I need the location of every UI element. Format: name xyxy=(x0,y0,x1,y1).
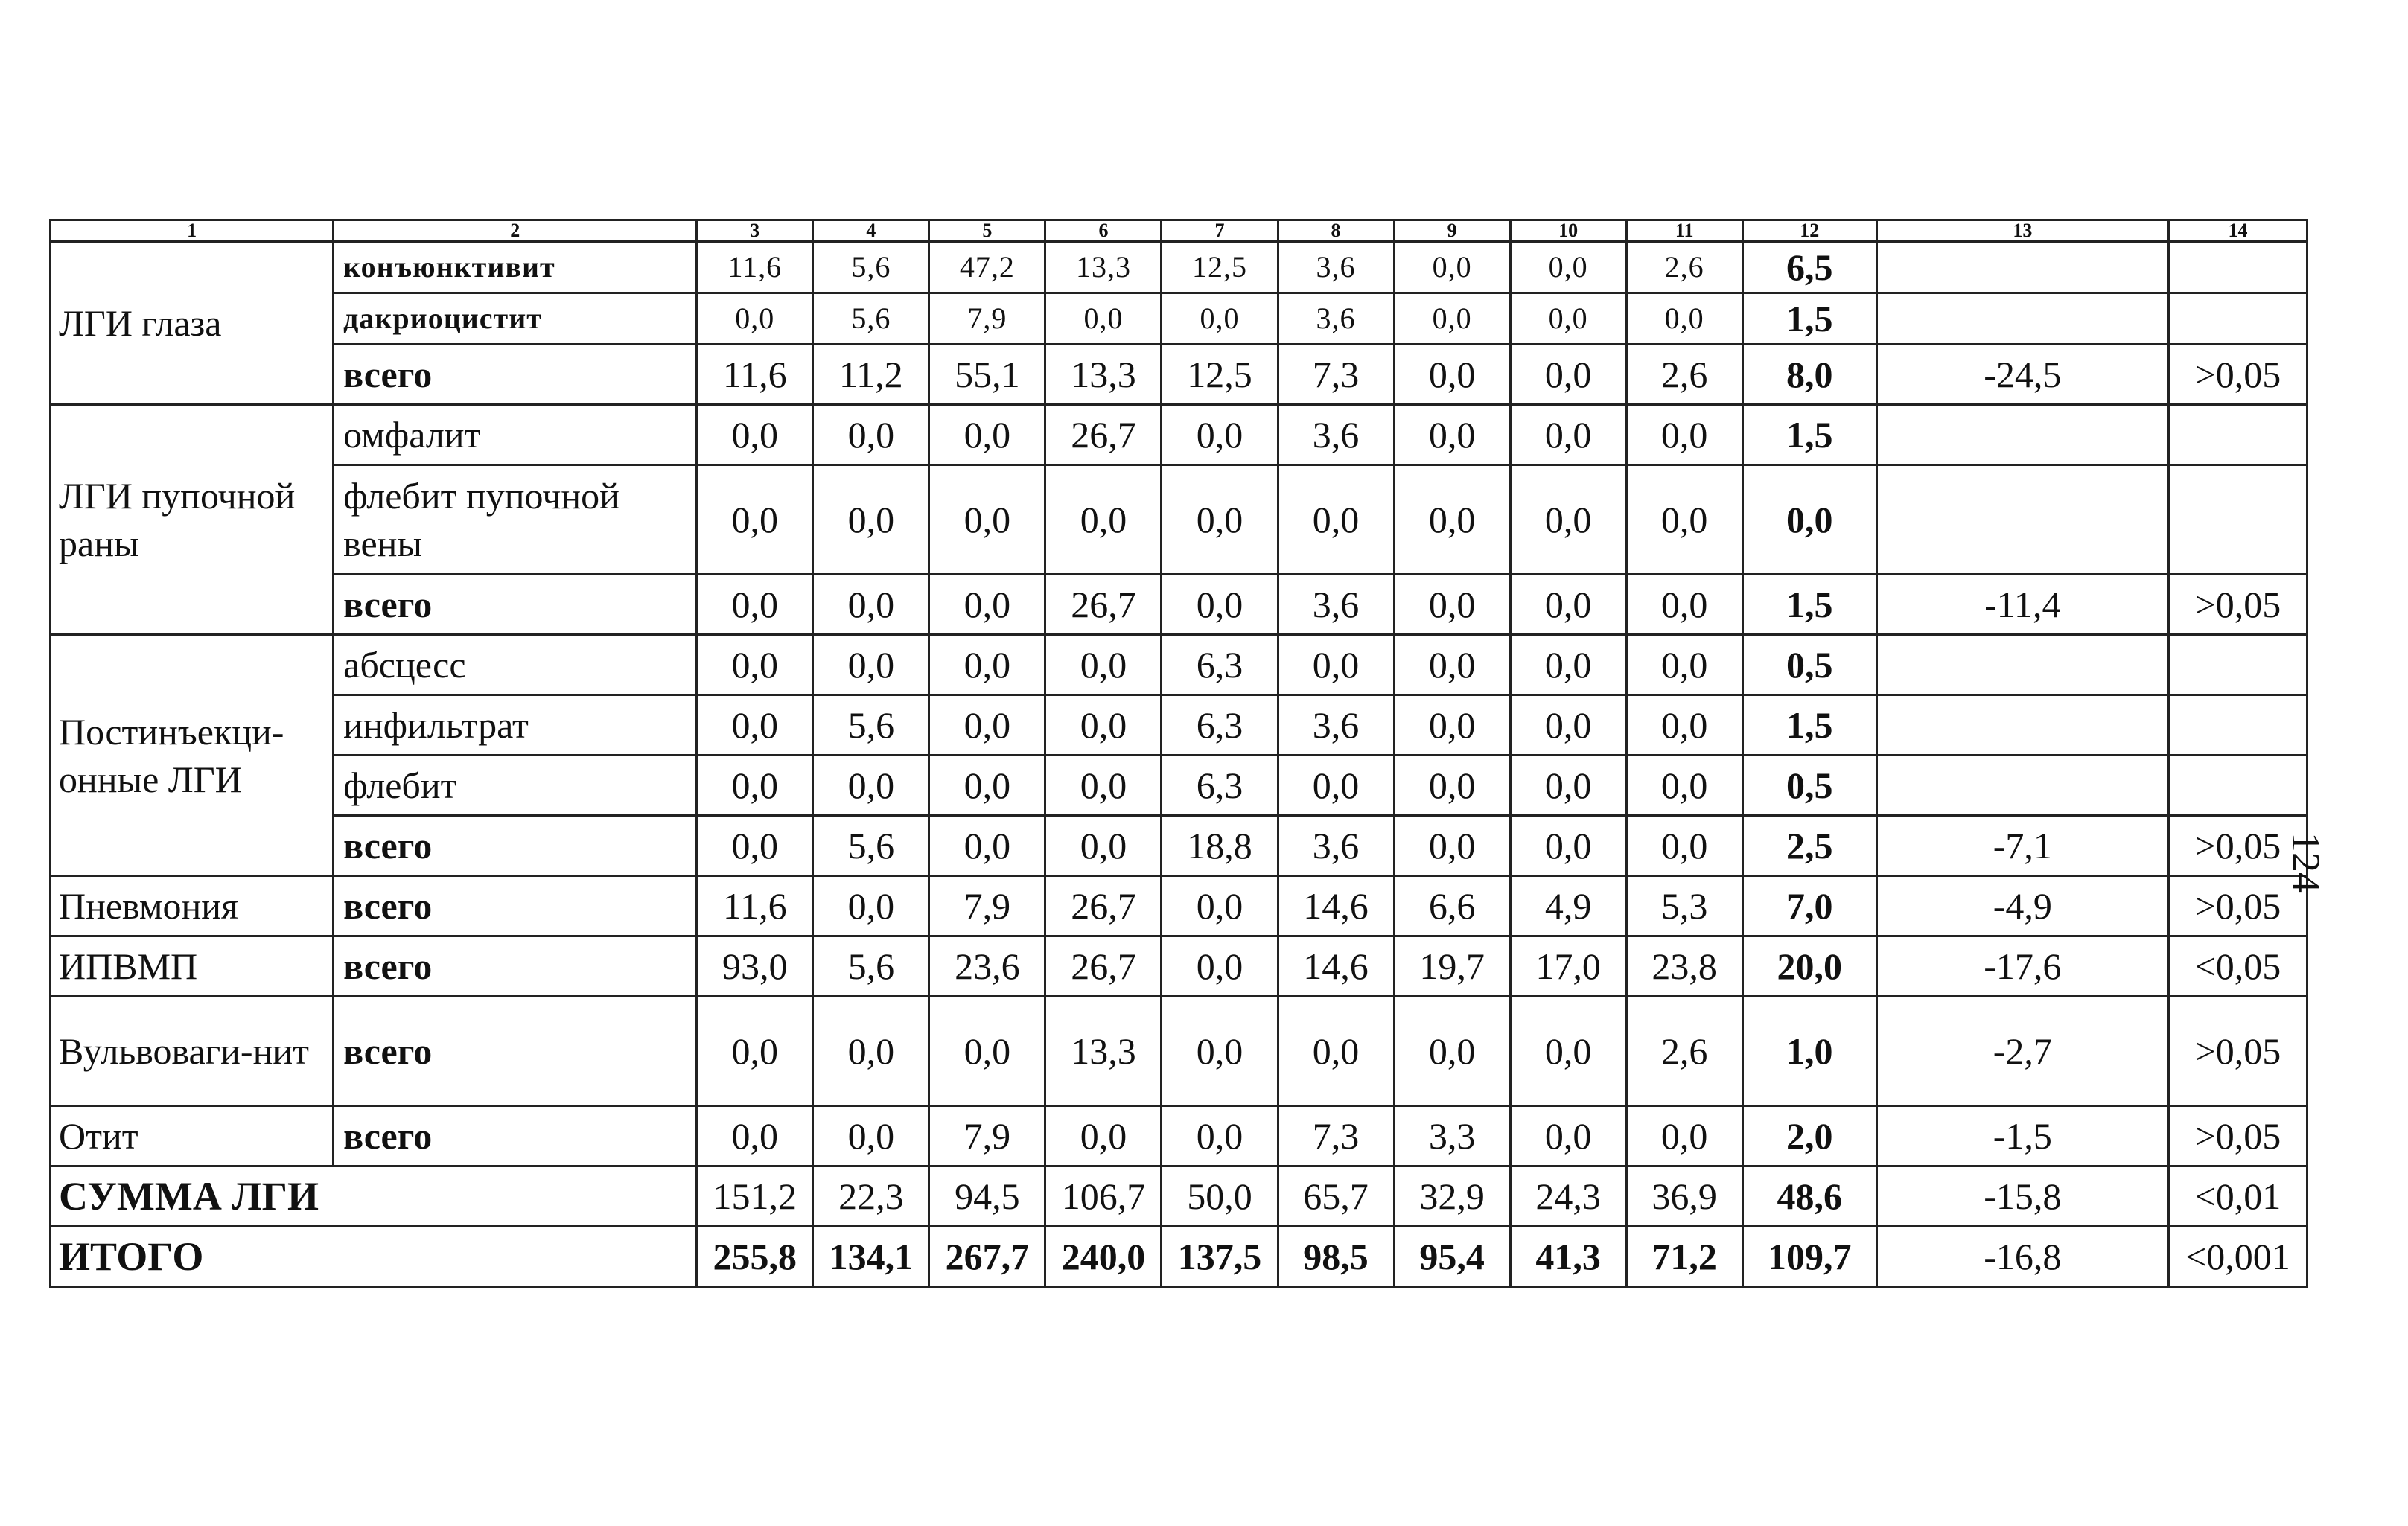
p-value-cell: >0,05 xyxy=(2168,997,2307,1106)
value-cell: 20,0 xyxy=(1742,936,1876,997)
difference-cell xyxy=(1876,465,2168,575)
p-value-cell: >0,05 xyxy=(2168,575,2307,635)
value-cell: 11,2 xyxy=(813,345,929,405)
value-cell: 6,3 xyxy=(1162,635,1278,695)
column-number: 12 xyxy=(1742,220,1876,242)
value-cell: 0,0 xyxy=(697,997,813,1106)
p-value-cell: >0,05 xyxy=(2168,1106,2307,1166)
value-cell: 0,0 xyxy=(929,405,1045,465)
table-row xyxy=(51,936,2307,997)
value-cell: 0,0 xyxy=(1510,242,1626,293)
table-row xyxy=(51,635,2307,695)
value-cell: 26,7 xyxy=(1045,876,1162,936)
value-cell: 0,0 xyxy=(1045,816,1162,876)
value-cell: 23,8 xyxy=(1626,936,1742,997)
difference-cell: -16,8 xyxy=(1876,1227,2168,1287)
value-cell: 0,0 xyxy=(1045,293,1162,345)
p-value-cell xyxy=(2168,242,2307,293)
value-cell: 95,4 xyxy=(1394,1227,1510,1287)
group-label: ИПВМП xyxy=(51,936,334,997)
value-cell: 94,5 xyxy=(929,1166,1045,1227)
value-cell: 0,0 xyxy=(1045,695,1162,756)
column-number-row xyxy=(51,220,2307,242)
value-cell: 14,6 xyxy=(1278,876,1394,936)
table-row xyxy=(51,575,2307,635)
value-cell: 0,0 xyxy=(1394,997,1510,1106)
value-cell: 13,3 xyxy=(1045,997,1162,1106)
value-cell: 11,6 xyxy=(697,876,813,936)
value-cell: 23,6 xyxy=(929,936,1045,997)
value-cell: 240,0 xyxy=(1045,1227,1162,1287)
value-cell: 26,7 xyxy=(1045,575,1162,635)
group-label: ЛГИ глаза xyxy=(51,242,334,405)
column-number: 11 xyxy=(1626,220,1742,242)
value-cell: 7,9 xyxy=(929,876,1045,936)
value-cell: 7,9 xyxy=(929,293,1045,345)
value-cell: 0,0 xyxy=(1394,242,1510,293)
value-cell: 3,6 xyxy=(1278,405,1394,465)
value-cell: 0,0 xyxy=(1510,997,1626,1106)
value-cell: 48,6 xyxy=(1742,1166,1876,1227)
value-cell: 11,6 xyxy=(697,345,813,405)
value-cell: 17,0 xyxy=(1510,936,1626,997)
value-cell: 0,0 xyxy=(1510,816,1626,876)
value-cell: 0,0 xyxy=(1626,405,1742,465)
value-cell: 5,6 xyxy=(813,242,929,293)
value-cell: 0,0 xyxy=(1626,293,1742,345)
column-number: 14 xyxy=(2168,220,2307,242)
value-cell: 0,0 xyxy=(1510,756,1626,816)
value-cell: 0,0 xyxy=(1045,635,1162,695)
value-cell: 0,0 xyxy=(1394,816,1510,876)
value-cell: 12,5 xyxy=(1162,242,1278,293)
table-row xyxy=(51,1227,2307,1287)
value-cell: 1,0 xyxy=(1742,997,1876,1106)
value-cell: 6,3 xyxy=(1162,695,1278,756)
difference-cell xyxy=(1876,695,2168,756)
table-row xyxy=(51,756,2307,816)
value-cell: 3,6 xyxy=(1278,816,1394,876)
table-row xyxy=(51,695,2307,756)
value-cell: 0,0 xyxy=(1162,575,1278,635)
value-cell: 71,2 xyxy=(1626,1227,1742,1287)
difference-cell xyxy=(1876,405,2168,465)
value-cell: 0,0 xyxy=(1045,756,1162,816)
value-cell: 26,7 xyxy=(1045,936,1162,997)
value-cell: 0,0 xyxy=(697,1106,813,1166)
group-label: Отит xyxy=(51,1106,334,1166)
p-value-cell xyxy=(2168,635,2307,695)
difference-cell: -1,5 xyxy=(1876,1106,2168,1166)
value-cell: 0,0 xyxy=(697,756,813,816)
value-cell: 0,0 xyxy=(1394,465,1510,575)
value-cell: 0,0 xyxy=(813,1106,929,1166)
value-cell: 0,0 xyxy=(1510,405,1626,465)
row-label: СУММА ЛГИ xyxy=(51,1166,697,1227)
value-cell: 1,5 xyxy=(1742,405,1876,465)
column-number: 8 xyxy=(1278,220,1394,242)
value-cell: 0,0 xyxy=(813,997,929,1106)
group-label: Вульвоваги-нит xyxy=(51,997,334,1106)
value-cell: 0,0 xyxy=(1626,695,1742,756)
difference-cell xyxy=(1876,242,2168,293)
value-cell: 0,0 xyxy=(1510,635,1626,695)
value-cell: 0,0 xyxy=(1045,1106,1162,1166)
value-cell: 0,0 xyxy=(697,816,813,876)
value-cell: 0,0 xyxy=(1510,293,1626,345)
column-number: 2 xyxy=(334,220,697,242)
group-label: Постинъекци-онные ЛГИ xyxy=(51,635,334,876)
subtype-label: флебит xyxy=(334,756,697,816)
value-cell: 41,3 xyxy=(1510,1227,1626,1287)
value-cell: 98,5 xyxy=(1278,1227,1394,1287)
value-cell: 0,0 xyxy=(1162,997,1278,1106)
table-row xyxy=(51,465,2307,575)
value-cell: 4,9 xyxy=(1510,876,1626,936)
value-cell: 0,0 xyxy=(1742,465,1876,575)
value-cell: 0,5 xyxy=(1742,635,1876,695)
value-cell: 0,0 xyxy=(1162,936,1278,997)
subtype-label: всего xyxy=(334,1106,697,1166)
value-cell: 5,6 xyxy=(813,695,929,756)
value-cell: 0,0 xyxy=(813,876,929,936)
value-cell: 0,0 xyxy=(697,695,813,756)
table-row xyxy=(51,345,2307,405)
value-cell: 8,0 xyxy=(1742,345,1876,405)
value-cell: 0,0 xyxy=(1394,575,1510,635)
value-cell: 32,9 xyxy=(1394,1166,1510,1227)
value-cell: 0,0 xyxy=(1510,1106,1626,1166)
table-row xyxy=(51,997,2307,1106)
value-cell: 106,7 xyxy=(1045,1166,1162,1227)
subtype-label: дакриоцистит xyxy=(334,293,697,345)
value-cell: 7,0 xyxy=(1742,876,1876,936)
table-row xyxy=(51,293,2307,345)
column-number: 3 xyxy=(697,220,813,242)
value-cell: 0,0 xyxy=(1394,293,1510,345)
subtype-label: всего xyxy=(334,345,697,405)
value-cell: 24,3 xyxy=(1510,1166,1626,1227)
table-row xyxy=(51,876,2307,936)
value-cell: 137,5 xyxy=(1162,1227,1278,1287)
p-value-cell: <0,05 xyxy=(2168,936,2307,997)
p-value-cell: <0,001 xyxy=(2168,1227,2307,1287)
p-value-cell: <0,01 xyxy=(2168,1166,2307,1227)
value-cell: 0,0 xyxy=(929,635,1045,695)
subtype-label: омфалит xyxy=(334,405,697,465)
value-cell: 0,0 xyxy=(1394,345,1510,405)
value-cell: 0,0 xyxy=(1278,635,1394,695)
value-cell: 6,6 xyxy=(1394,876,1510,936)
value-cell: 0,0 xyxy=(929,575,1045,635)
value-cell: 2,0 xyxy=(1742,1106,1876,1166)
difference-cell: -7,1 xyxy=(1876,816,2168,876)
value-cell: 2,6 xyxy=(1626,345,1742,405)
value-cell: 6,3 xyxy=(1162,756,1278,816)
value-cell: 3,6 xyxy=(1278,575,1394,635)
value-cell: 0,0 xyxy=(1162,876,1278,936)
value-cell: 0,0 xyxy=(1626,635,1742,695)
value-cell: 255,8 xyxy=(697,1227,813,1287)
value-cell: 0,0 xyxy=(1162,465,1278,575)
value-cell: 0,0 xyxy=(929,816,1045,876)
p-value-cell xyxy=(2168,465,2307,575)
value-cell: 13,3 xyxy=(1045,345,1162,405)
column-number: 7 xyxy=(1162,220,1278,242)
subtype-label: конъюнктивит xyxy=(334,242,697,293)
value-cell: 0,0 xyxy=(929,997,1045,1106)
value-cell: 0,0 xyxy=(813,465,929,575)
value-cell: 3,3 xyxy=(1394,1106,1510,1166)
value-cell: 0,0 xyxy=(1162,1106,1278,1166)
difference-cell: -24,5 xyxy=(1876,345,2168,405)
group-label: ЛГИ пупочной раны xyxy=(51,405,334,635)
value-cell: 0,0 xyxy=(1162,293,1278,345)
value-cell: 3,6 xyxy=(1278,242,1394,293)
value-cell: 267,7 xyxy=(929,1227,1045,1287)
subtype-label: флебит пупочной вены xyxy=(334,465,697,575)
value-cell: 134,1 xyxy=(813,1227,929,1287)
difference-cell: -2,7 xyxy=(1876,997,2168,1106)
value-cell: 0,0 xyxy=(1162,405,1278,465)
row-label: ИТОГО xyxy=(51,1227,697,1287)
value-cell: 55,1 xyxy=(929,345,1045,405)
column-number: 9 xyxy=(1394,220,1510,242)
value-cell: 0,0 xyxy=(1510,575,1626,635)
value-cell: 0,0 xyxy=(1626,816,1742,876)
value-cell: 0,0 xyxy=(1394,405,1510,465)
p-value-cell: >0,05 xyxy=(2168,816,2307,876)
value-cell: 7,3 xyxy=(1278,1106,1394,1166)
value-cell: 36,9 xyxy=(1626,1166,1742,1227)
value-cell: 0,0 xyxy=(1278,997,1394,1106)
p-value-cell: >0,05 xyxy=(2168,345,2307,405)
value-cell: 7,3 xyxy=(1278,345,1394,405)
value-cell: 0,0 xyxy=(697,465,813,575)
value-cell: 26,7 xyxy=(1045,405,1162,465)
value-cell: 109,7 xyxy=(1742,1227,1876,1287)
value-cell: 0,0 xyxy=(1626,1106,1742,1166)
subtype-label: всего xyxy=(334,997,697,1106)
value-cell: 0,0 xyxy=(697,575,813,635)
p-value-cell xyxy=(2168,695,2307,756)
value-cell: 0,0 xyxy=(813,635,929,695)
table-row xyxy=(51,405,2307,465)
value-cell: 0,0 xyxy=(929,695,1045,756)
value-cell: 65,7 xyxy=(1278,1166,1394,1227)
value-cell: 19,7 xyxy=(1394,936,1510,997)
subtype-label: инфильтрат xyxy=(334,695,697,756)
column-number: 1 xyxy=(51,220,334,242)
value-cell: 0,0 xyxy=(1045,465,1162,575)
value-cell: 14,6 xyxy=(1278,936,1394,997)
subtype-label: всего xyxy=(334,575,697,635)
column-number: 4 xyxy=(813,220,929,242)
value-cell: 11,6 xyxy=(697,242,813,293)
value-cell: 0,0 xyxy=(697,635,813,695)
value-cell: 50,0 xyxy=(1162,1166,1278,1227)
table-row xyxy=(51,816,2307,876)
value-cell: 0,0 xyxy=(813,405,929,465)
page-number: 124 xyxy=(2284,832,2328,893)
value-cell: 6,5 xyxy=(1742,242,1876,293)
subtype-label: всего xyxy=(334,876,697,936)
value-cell: 2,6 xyxy=(1626,997,1742,1106)
value-cell: 0,0 xyxy=(813,575,929,635)
value-cell: 0,0 xyxy=(1510,695,1626,756)
column-number: 6 xyxy=(1045,220,1162,242)
value-cell: 0,0 xyxy=(1626,756,1742,816)
column-number: 13 xyxy=(1876,220,2168,242)
value-cell: 47,2 xyxy=(929,242,1045,293)
difference-cell xyxy=(1876,293,2168,345)
value-cell: 1,5 xyxy=(1742,695,1876,756)
difference-cell xyxy=(1876,635,2168,695)
value-cell: 0,5 xyxy=(1742,756,1876,816)
difference-cell: -11,4 xyxy=(1876,575,2168,635)
value-cell: 0,0 xyxy=(1626,575,1742,635)
value-cell: 5,6 xyxy=(813,293,929,345)
group-label: Пневмония xyxy=(51,876,334,936)
value-cell: 0,0 xyxy=(813,756,929,816)
value-cell: 0,0 xyxy=(929,465,1045,575)
value-cell: 13,3 xyxy=(1045,242,1162,293)
value-cell: 0,0 xyxy=(697,293,813,345)
statistics-table xyxy=(49,219,2308,1288)
value-cell: 2,5 xyxy=(1742,816,1876,876)
value-cell: 0,0 xyxy=(697,405,813,465)
difference-cell: -4,9 xyxy=(1876,876,2168,936)
table-row xyxy=(51,242,2307,293)
p-value-cell xyxy=(2168,293,2307,345)
value-cell: 7,9 xyxy=(929,1106,1045,1166)
value-cell: 5,6 xyxy=(813,816,929,876)
value-cell: 5,3 xyxy=(1626,876,1742,936)
value-cell: 3,6 xyxy=(1278,293,1394,345)
value-cell: 12,5 xyxy=(1162,345,1278,405)
value-cell: 93,0 xyxy=(697,936,813,997)
value-cell: 0,0 xyxy=(1278,465,1394,575)
difference-cell: -15,8 xyxy=(1876,1166,2168,1227)
value-cell: 22,3 xyxy=(813,1166,929,1227)
value-cell: 151,2 xyxy=(697,1166,813,1227)
value-cell: 0,0 xyxy=(1278,756,1394,816)
table-row xyxy=(51,1166,2307,1227)
value-cell: 0,0 xyxy=(1510,465,1626,575)
value-cell: 0,0 xyxy=(1394,756,1510,816)
subtype-label: всего xyxy=(334,816,697,876)
p-value-cell: >0,05 xyxy=(2168,876,2307,936)
value-cell: 1,5 xyxy=(1742,293,1876,345)
difference-cell: -17,6 xyxy=(1876,936,2168,997)
table-row xyxy=(51,1106,2307,1166)
subtype-label: всего xyxy=(334,936,697,997)
value-cell: 1,5 xyxy=(1742,575,1876,635)
difference-cell xyxy=(1876,756,2168,816)
value-cell: 0,0 xyxy=(1394,635,1510,695)
value-cell: 18,8 xyxy=(1162,816,1278,876)
value-cell: 3,6 xyxy=(1278,695,1394,756)
column-number: 5 xyxy=(929,220,1045,242)
value-cell: 5,6 xyxy=(813,936,929,997)
value-cell: 0,0 xyxy=(1510,345,1626,405)
value-cell: 0,0 xyxy=(1394,695,1510,756)
p-value-cell xyxy=(2168,405,2307,465)
value-cell: 0,0 xyxy=(1626,465,1742,575)
value-cell: 2,6 xyxy=(1626,242,1742,293)
subtype-label: абсцесс xyxy=(334,635,697,695)
p-value-cell xyxy=(2168,756,2307,816)
column-number: 10 xyxy=(1510,220,1626,242)
value-cell: 0,0 xyxy=(929,756,1045,816)
